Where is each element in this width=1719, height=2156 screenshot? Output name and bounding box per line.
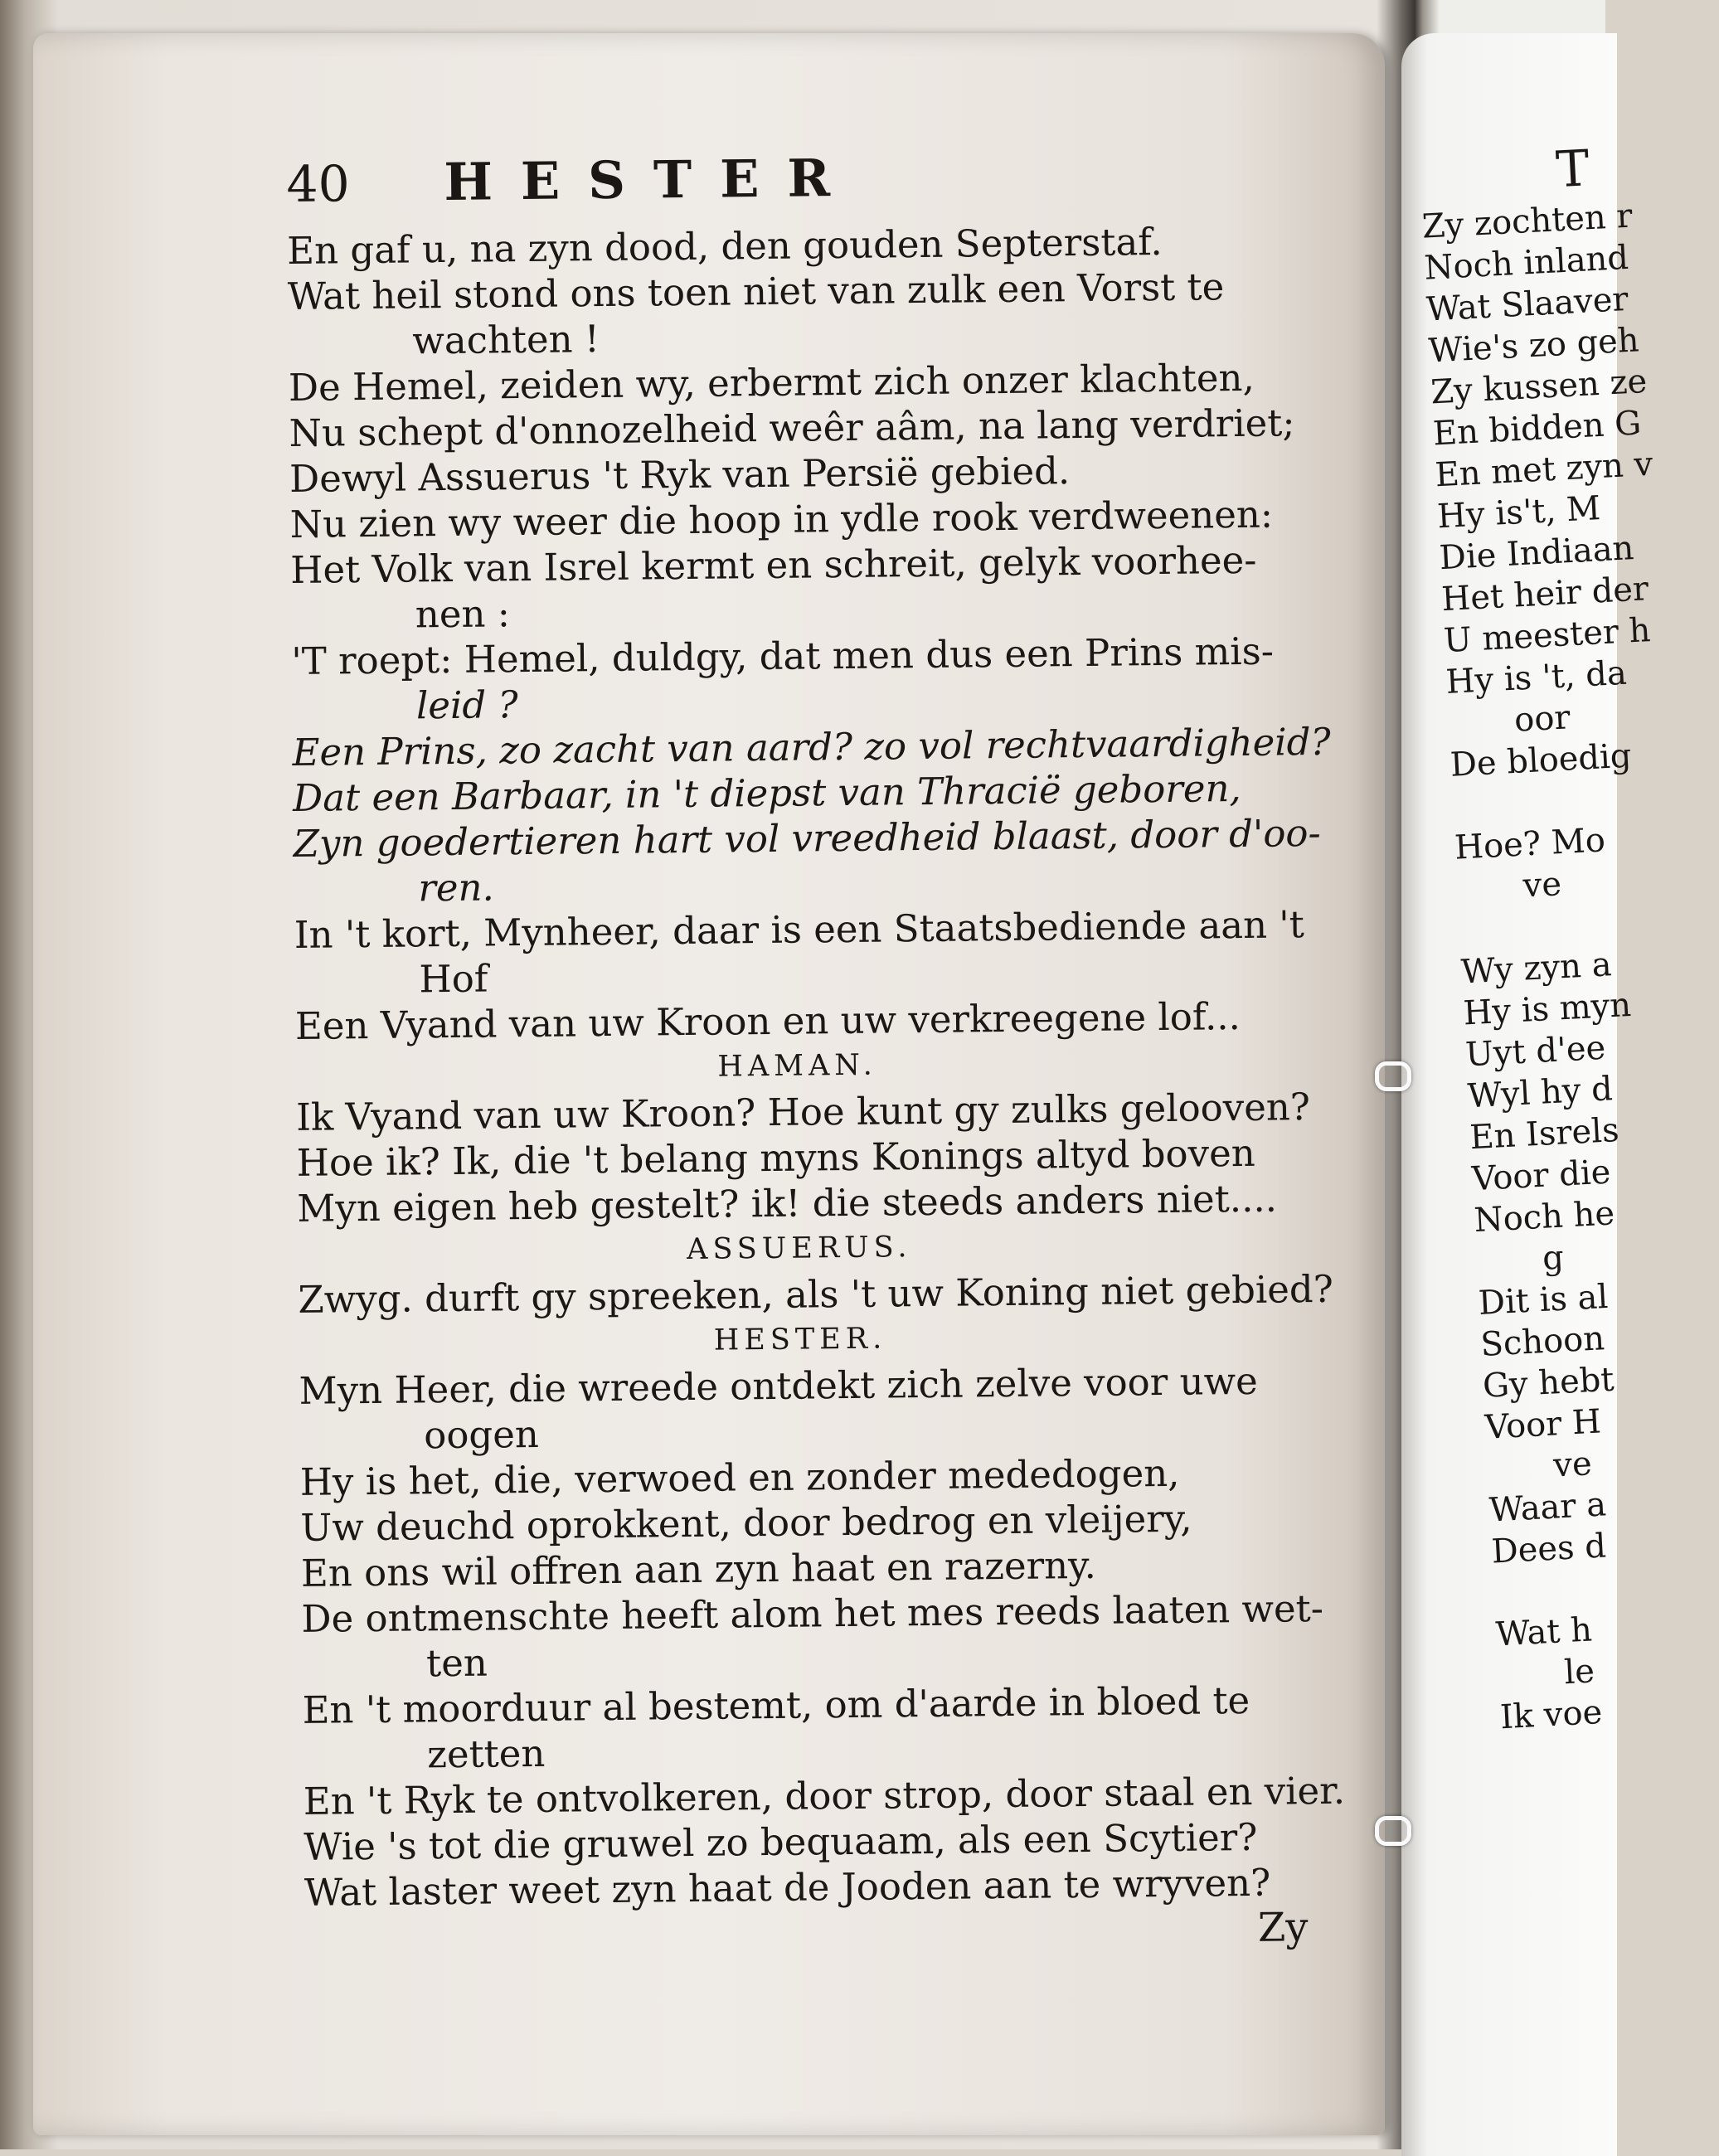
right-verse-line: U meester h [1442,611,1652,661]
verse-line: nen : [415,591,511,637]
right-verse-line: Wy zyn a [1459,945,1613,992]
verse-line: Dat een Barbaar, in 't diepst van Thracië geboren, [292,765,1241,820]
right-verse-line: Voor H [1483,1402,1602,1447]
running-head: HESTER [443,147,859,213]
right-verse-line: Gy hebt [1482,1360,1615,1406]
binding-thread-upper [1375,1061,1411,1091]
verse-line: Hoe ik? Ik, die 't belang myns Konings altyd boven [296,1130,1255,1185]
right-verse-line: Hy is 't, da [1445,653,1628,702]
verse-line: Dewyl Assuerus 't Ryk van Persië gebied. [289,449,1071,501]
right-verse-line: Noch he [1473,1194,1616,1241]
verse-lines [286,217,1346,1916]
verse-line: Het Volk van Isrel kermt en schreit, gelyk voorhee- [289,537,1257,592]
right-verse-line: Hy is't, M [1436,489,1602,537]
right-verse-line: Ik voe [1498,1692,1604,1737]
verse-line: Nu schept d'onnozelheid weêr aâm, na lang verdriet; [289,401,1295,455]
verse-line: Een Vyand van uw Kroon en uw verkreegene lof... [294,994,1241,1048]
right-verse-line: En bidden G [1431,404,1643,454]
verse-line: Een Prins, zo zacht van aard? zo vol rechtvaardigheid? [292,719,1331,775]
verse-line: leid ? [415,682,518,728]
right-verse-line: le [1563,1652,1596,1692]
right-verse-line: Uyt d'ee [1464,1028,1607,1075]
verse-line: 'T roept: Hemel, duldgy, dat men dus een Prins mis- [291,629,1275,683]
speaker-name: HESTER. [713,1322,887,1357]
verse-line: In 't kort, Mynheer, daar is een Staatsbediende aan 't [294,902,1305,957]
verse-line: Nu zien wy weer die hoop in ydle rook verdweenen: [289,492,1274,546]
right-verse-line: Zy kussen ze [1430,362,1649,412]
right-verse-line: Voor die [1470,1153,1612,1199]
right-verse-line: De bloedig [1449,736,1633,784]
left-page-text [286,143,1346,1961]
right-verse-line: oor [1513,698,1571,740]
binding-thread-lower [1375,1816,1411,1846]
page-number: 40 [286,155,351,214]
verse-line: En 't Ryk te ontvolkeren, door strop, door staal en vier. [303,1768,1346,1823]
verse-line: Wat laster weet zyn haat de Jooden aan te wryven? [303,1860,1271,1915]
right-verse-line: Dit is al [1477,1277,1610,1323]
right-verse-line: Noch inland [1423,238,1629,288]
right-verse-line: Wyl hy d [1466,1070,1614,1116]
verse-line: De ontmenschte heeft alom het mes reeds laaten wet- [301,1585,1324,1641]
right-verse-line: Wat h [1494,1610,1594,1654]
right-verse-line: Zy zochten r [1420,197,1634,246]
right-verse-line: g [1542,1238,1566,1278]
right-verse-line: Hy is myn [1462,985,1633,1033]
verse-line: ten [425,1640,488,1686]
verse-line: Myn eigen heb gestelt? ik! die steeds anders niet.... [297,1176,1278,1231]
verse-line: Uw deuchd oprokkent, door bedrog en vleijery, [300,1496,1192,1550]
verse-line: Wie 's tot die gruwel zo bequaam, als een Scytier? [303,1814,1258,1869]
speaker-name: HAMAN. [717,1048,877,1084]
right-verse-line: Wat Slaaver [1425,279,1629,329]
right-verse-line: Wie's zo geh [1427,321,1640,371]
right-verse-line: Het heir der [1440,570,1650,619]
right-verse-line: En met zyn v [1434,444,1654,495]
right-verse-line: ve [1522,865,1563,906]
verse-line: Zwyg. durft gy spreeken, als 't uw Koning niet gebied? [298,1266,1334,1322]
speaker-name: ASSUERUS. [686,1231,912,1267]
right-verse-line: Hoe? Mo [1453,821,1606,867]
catchword: Zy [1257,1904,1309,1951]
verse-line: Ik Vyand van uw Kroon? Hoe kunt gy zulks gelooven? [295,1085,1311,1139]
verse-line: Hy is het, die, verwoed en zonder mededogen, [299,1450,1180,1504]
right-verse-line: Die Indiaan [1438,529,1635,578]
verse-line: oogen [423,1411,540,1458]
right-verse-line: En Isrels [1469,1110,1620,1158]
verse-line: Hof [419,956,488,1002]
verse-line: zetten [426,1731,546,1777]
verse-line: En ons wil offren aan zyn haat en razerny. [300,1542,1097,1595]
verse-line: En 't moorduur al bestemt, om d'aarde in bloed te [302,1678,1250,1732]
page-header [286,143,1315,228]
verse-line: Myn Heer, die wreede ontdekt zich zelve voor uwe [299,1358,1258,1413]
verse-line: ren. [418,865,494,910]
right-verse-line: Waar a [1488,1485,1608,1530]
verse-line: En gaf u, na zyn dood, den gouden Septerstaf. [286,219,1163,273]
right-verse-line: ve [1552,1445,1593,1485]
right-running-head: T [1554,139,1591,200]
right-verse-line: Schoon [1479,1319,1606,1364]
verse-line: De Hemel, zeiden wy, erbermt zich onzer klachten, [288,355,1255,410]
verse-line: wachten ! [412,317,600,363]
verse-line: Zyn goedertieren hart vol vreedheid blaast, door d'oo- [293,810,1321,866]
right-verse-line: Dees d [1490,1527,1607,1571]
verse-line: Wat heil stond ons toen niet van zulk een Vorst te [287,265,1225,318]
